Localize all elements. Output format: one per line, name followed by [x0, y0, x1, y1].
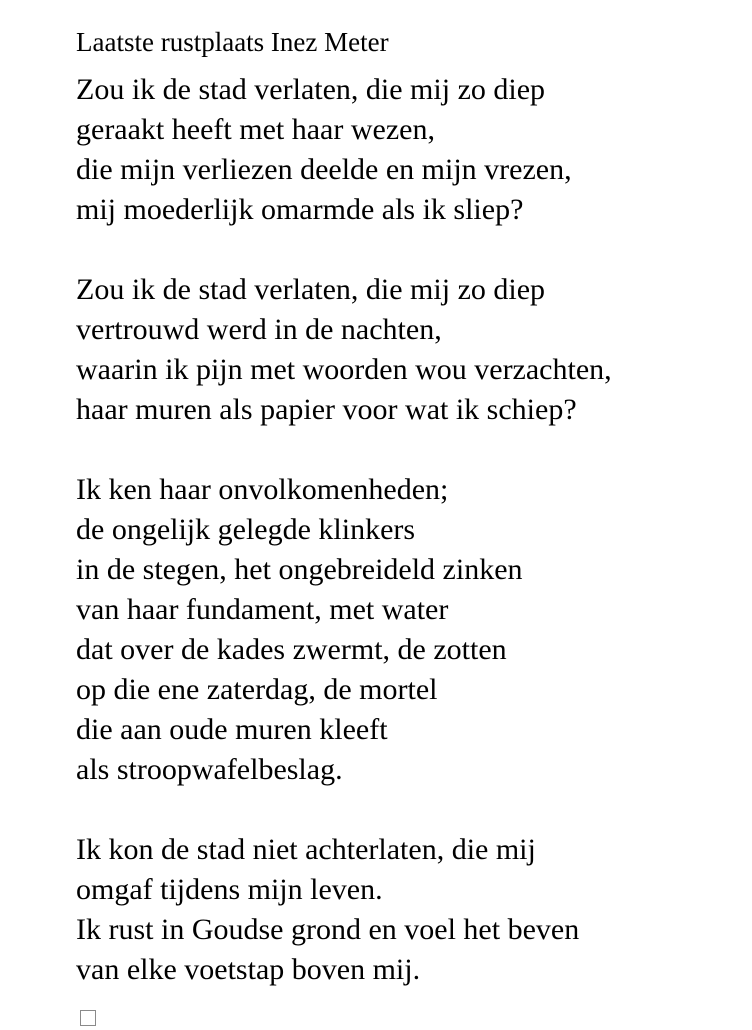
poem-line: in de stegen, het ongebreideld zinken — [76, 553, 523, 586]
poem-line: Zou ik de stad verlaten, die mij zo diep — [76, 273, 546, 306]
poem-line: Ik kon de stad niet achterlaten, die mij — [76, 833, 536, 866]
poem-line: haar muren als papier voor wat ik schiep? — [76, 393, 577, 426]
stanza-4 — [76, 830, 736, 990]
poem-line: de ongelijk gelegde klinkers — [76, 513, 416, 546]
poem-line: Ik ken haar onvolkomenheden; — [76, 473, 449, 506]
poem-page — [76, 22, 736, 1030]
stanza-3 — [76, 470, 736, 790]
poem-line: van elke voetstap boven mij. — [76, 953, 421, 986]
poem-line: van haar fundament, met water — [76, 593, 449, 626]
poem-line: mij moederlijk omarmde als ik sliep? — [76, 193, 524, 226]
poem-title: Laatste rustplaats Inez Meter — [76, 27, 389, 57]
poem-line: omgaf tijdens mijn leven. — [76, 873, 383, 906]
poem-line: die aan oude muren kleeft — [76, 713, 388, 746]
poem-line: geraakt heeft met haar wezen, — [76, 113, 435, 146]
poem-line: dat over de kades zwermt, de zotten — [76, 633, 507, 666]
poem-line: Zou ik de stad verlaten, die mij zo diep — [76, 73, 546, 106]
poem-line: Ik rust in Goudse grond en voel het beven — [76, 913, 580, 946]
stanza-1 — [76, 70, 736, 230]
stanza-2 — [76, 270, 736, 430]
poem-line: op die ene zaterdag, de mortel — [76, 673, 438, 706]
poem-line: als stroopwafelbeslag. — [76, 753, 343, 786]
poem-line: die mijn verliezen deelde en mijn vrezen, — [76, 153, 572, 186]
poem-line: vertrouwd werd in de nachten, — [76, 313, 442, 346]
poem-line: waarin ik pijn met woorden wou verzachten, — [76, 353, 612, 386]
